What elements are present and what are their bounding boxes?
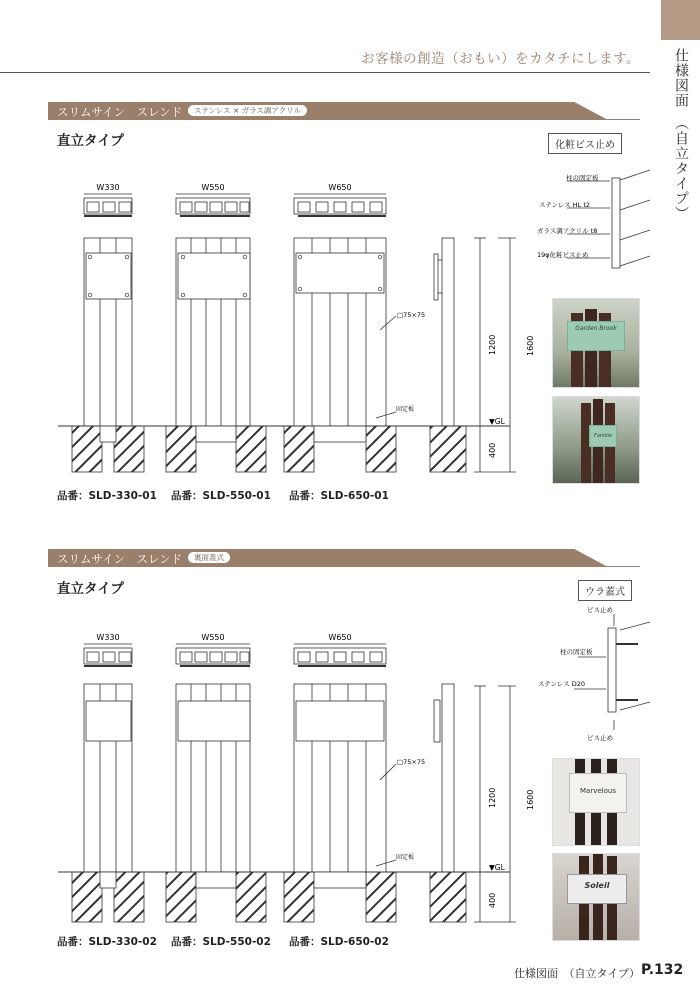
product-code: 品番：SLD-330-02 — [57, 936, 157, 948]
band-title: スリムサイン スレンド — [57, 552, 183, 566]
product-photo — [552, 298, 640, 388]
post-size-label: □75×75 — [397, 758, 426, 766]
callout-label: 柱の固定板 — [566, 174, 599, 182]
width-label: W650 — [328, 183, 352, 192]
band-title: スリムサイン スレンド — [57, 105, 183, 119]
header-rule — [0, 72, 650, 73]
detail-box-label: ウラ蓋式 — [578, 580, 632, 601]
product-code: 品番：SLD-550-01 — [171, 490, 271, 502]
dim-1600: 1600 — [526, 789, 535, 810]
width-label: W650 — [328, 633, 352, 642]
dim-1600: 1600 — [526, 335, 535, 356]
width-label: W550 — [201, 633, 225, 642]
product-code: 品番：SLD-330-01 — [57, 490, 157, 502]
product-code: 品番：SLD-650-01 — [289, 490, 389, 502]
product-photo — [552, 758, 640, 846]
detail-box-label: 化粧ビス止め — [548, 133, 622, 154]
dim-400: 400 — [488, 892, 497, 908]
width-label: W550 — [201, 183, 225, 192]
callout-label: 19φ化粧ビス止め — [537, 251, 589, 259]
footer-label: 仕様図面 （自立タイプ） — [514, 967, 641, 980]
section-band-1 — [48, 102, 640, 120]
width-label: W330 — [96, 633, 120, 642]
callout-label: 柱の固定板 — [560, 648, 593, 656]
callout-label: ビス止め — [587, 606, 613, 614]
callout-label: ガラス調アクリル t8 — [537, 227, 598, 235]
page-tab-block — [661, 0, 700, 40]
plate-label: 固定板 — [396, 406, 415, 413]
product-photo — [552, 853, 640, 941]
sign-plate-text: Soleil — [567, 874, 627, 904]
product-code: 品番：SLD-650-02 — [289, 936, 389, 948]
gl-label: ▼GL — [489, 417, 505, 426]
callout-label: ステンレス D20 — [538, 680, 586, 688]
gl-label: ▼GL — [489, 863, 505, 872]
callout-label: ステンレス HL t2 — [539, 201, 591, 209]
product-photo — [552, 396, 640, 484]
callout-label: ビス止め — [587, 734, 613, 742]
plate-label: 固定板 — [396, 854, 415, 861]
dim-400: 400 — [488, 442, 497, 458]
dim-1200: 1200 — [488, 334, 497, 355]
dim-1200: 1200 — [488, 787, 497, 808]
section-subtitle: 直立タイプ — [57, 581, 124, 597]
section-subtitle: 直立タイプ — [57, 133, 124, 149]
sign-plate-text: Familie — [589, 425, 617, 447]
material-pill: ステンレス × ガラス調アクリル — [188, 105, 307, 116]
product-code: 品番：SLD-550-02 — [171, 936, 271, 948]
width-label: W330 — [96, 183, 120, 192]
sign-plate-text: Garden Brook — [567, 321, 625, 351]
section-band-2 — [48, 549, 640, 567]
tagline: お客様の創造（おもい）をカタチにします。 — [361, 51, 640, 67]
sign-plate-text: Marvelous — [569, 773, 627, 813]
side-title: 仕様図面 （自立タイプ） — [673, 48, 689, 221]
post-size-label: □75×75 — [397, 311, 426, 319]
page-number: P.132 — [641, 962, 684, 978]
material-pill: 裏面蓋式 — [188, 552, 230, 563]
